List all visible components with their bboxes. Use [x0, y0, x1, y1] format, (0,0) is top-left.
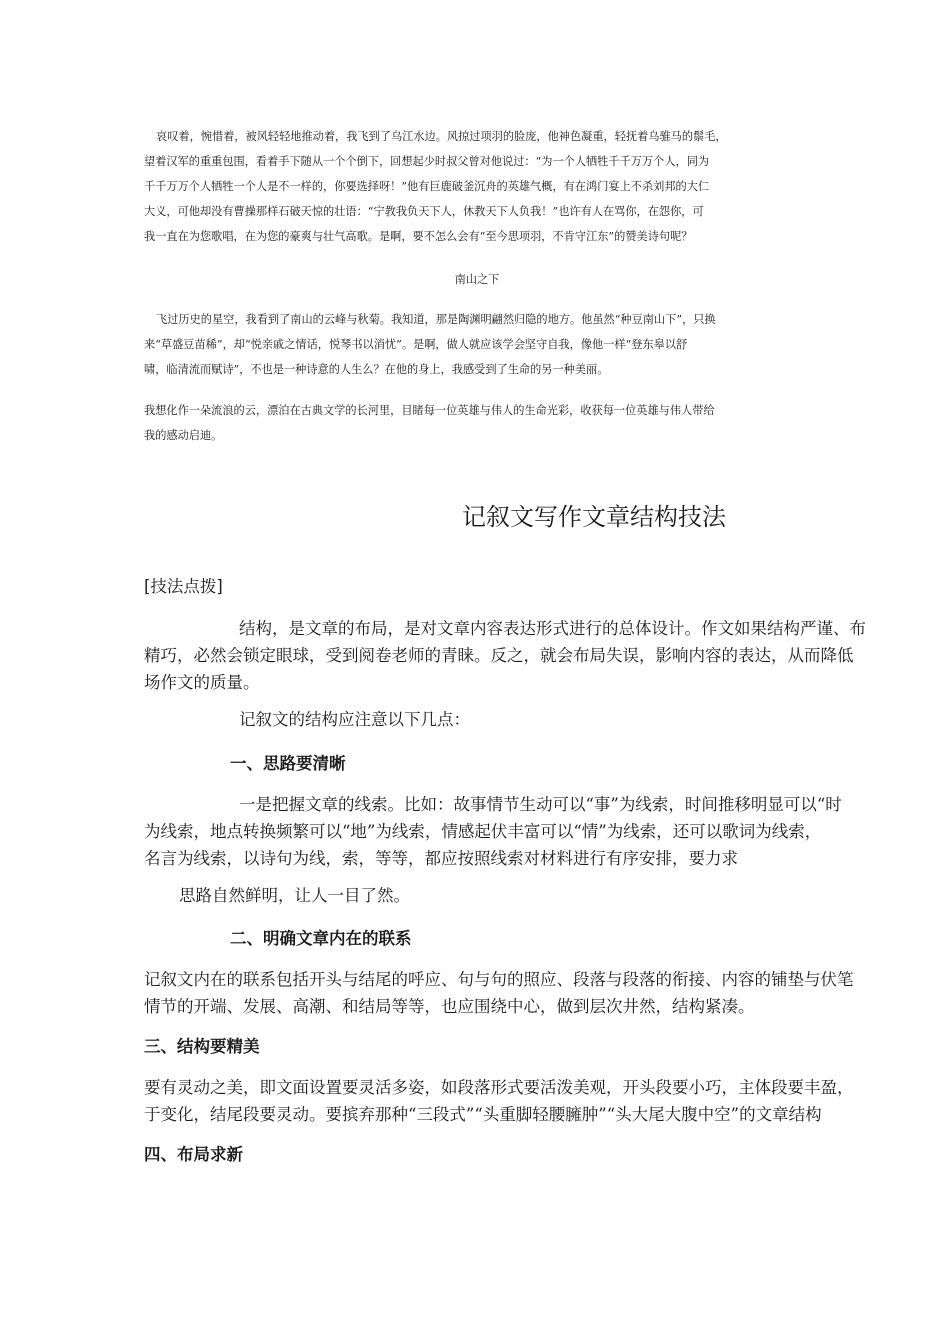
essay-paragraph-wujiang [144, 124, 810, 249]
heading-two: 二、明确文章内在的联系 [230, 929, 412, 948]
text-line: 我一直在为您歌唱，在为您的豪爽与壮气高歌。是啊，要不怎么会有“至今思项羽，不肯守江东”的赞美诗句呢？ [144, 230, 693, 243]
text-line: 望着汉军的重重包围，看着手下随从一个个倒下，回想起少时叔父曾对他说过：“为一个人牺牲千千万万个人，同为 [144, 155, 710, 168]
text-line: 记叙文内在的联系包括开头与结尾的呼应、句与句的照应、段落与段落的衔接、内容的铺垫与伏笔 [144, 970, 854, 989]
essay-paragraph-conclusion [144, 398, 810, 448]
paragraph-two [144, 966, 854, 1020]
section-label: [技法点拨] [144, 577, 223, 596]
text-line: 精巧，必然会锁定眼球，受到阅卷老师的青睐。反之，就会布局失误，影响内容的表达，从而降低 [144, 646, 854, 665]
points-intro: 记叙文的结构应注意以下几点： [239, 710, 470, 729]
heading-four: 四、布局求新 [144, 1145, 243, 1164]
text-line: 要有灵动之美，即文面设置要灵活多姿，如段落形式要活泼美观，开头段要小巧，主体段要丰盈， [144, 1078, 854, 1097]
essay-paragraph-nanshan [144, 307, 810, 382]
text-line: 千千万万个人牺牲一个人是不一样的，你要选择呀！”他有巨鹿破釜沉舟的英雄气概，有在鸿门宴上不杀刘邦的大仁 [144, 180, 710, 193]
text-line: 我的感动启迪。 [144, 429, 223, 442]
text-line: 大义，可他却没有曹操那样石破天惊的壮语：“宁教我负天下人，休教天下人负我！”也许有人在骂你，在怨你，可 [144, 205, 704, 218]
text-line: 我想化作一朵流浪的云，漂泊在古典文学的长河里，目睹每一位英雄与伟人的生命光彩，收获每一位英雄与伟人带给 [144, 404, 715, 417]
text-line: 啸，临清流而赋诗”，不也是一种诗意的人生么？在他的身上，我感受到了生命的另一种美丽。 [144, 363, 609, 376]
paragraph-three [144, 1074, 854, 1128]
text-line: 于变化，结尾段要灵动。要摈弃那种“三段式”“头重脚轻腰臃肿”“头大尾大腹中空”的文章结构 [144, 1105, 822, 1124]
text-line: 为线索，地点转换频繁可以“地”为线索，情感起伏丰富可以“情”为线索，还可以歌词为线索， [144, 822, 822, 841]
text-line: 场作文的质量。 [144, 673, 260, 692]
text-line: 飞过历史的星空，我看到了南山的云峰与秋菊。我知道，那是陶渊明翩然归隐的地方。他虽然“种豆南山下”，只换 [156, 313, 716, 326]
heading-three: 三、结构要精美 [144, 1037, 260, 1056]
text-line: 名言为线索，以诗句为线，索，等等，都应按照线索对材料进行有序安排，要力求 [144, 849, 738, 868]
text-line: 来“草盛豆苗稀”，却“悦亲戚之情话，悦琴书以消忧”。是啊，做人就应该学会坚守自我，像他一样“登东皋以舒 [144, 338, 688, 351]
paragraph-one [144, 791, 842, 872]
heading-one: 一、思路要清晰 [230, 754, 346, 773]
text-line: 一是把握文章的线索。比如：故事情节生动可以“事”为线索，时间推移明显可以“时 [239, 795, 842, 814]
intro-paragraph [144, 615, 866, 696]
article-title: 记叙文写作文章结构技法 [462, 503, 726, 531]
essay-subtitle: 南山之下 [454, 273, 500, 286]
text-line: 结构，是文章的布局，是对文章内容表达形式进行的总体设计。作文如果结构严谨、布 [239, 619, 866, 638]
paragraph-one-continued: 思路自然鲜明，让人一目了然。 [179, 886, 410, 905]
text-line: 情节的开端、发展、高潮、和结局等等，也应围绕中心，做到层次井然，结构紧凑。 [144, 997, 755, 1016]
text-line: 哀叹着，惋惜着，被风轻轻地推动着，我飞到了乌江水边。风掠过项羽的脸庞，他神色凝重，轻抚着乌骓马的鬃毛， [156, 130, 727, 143]
